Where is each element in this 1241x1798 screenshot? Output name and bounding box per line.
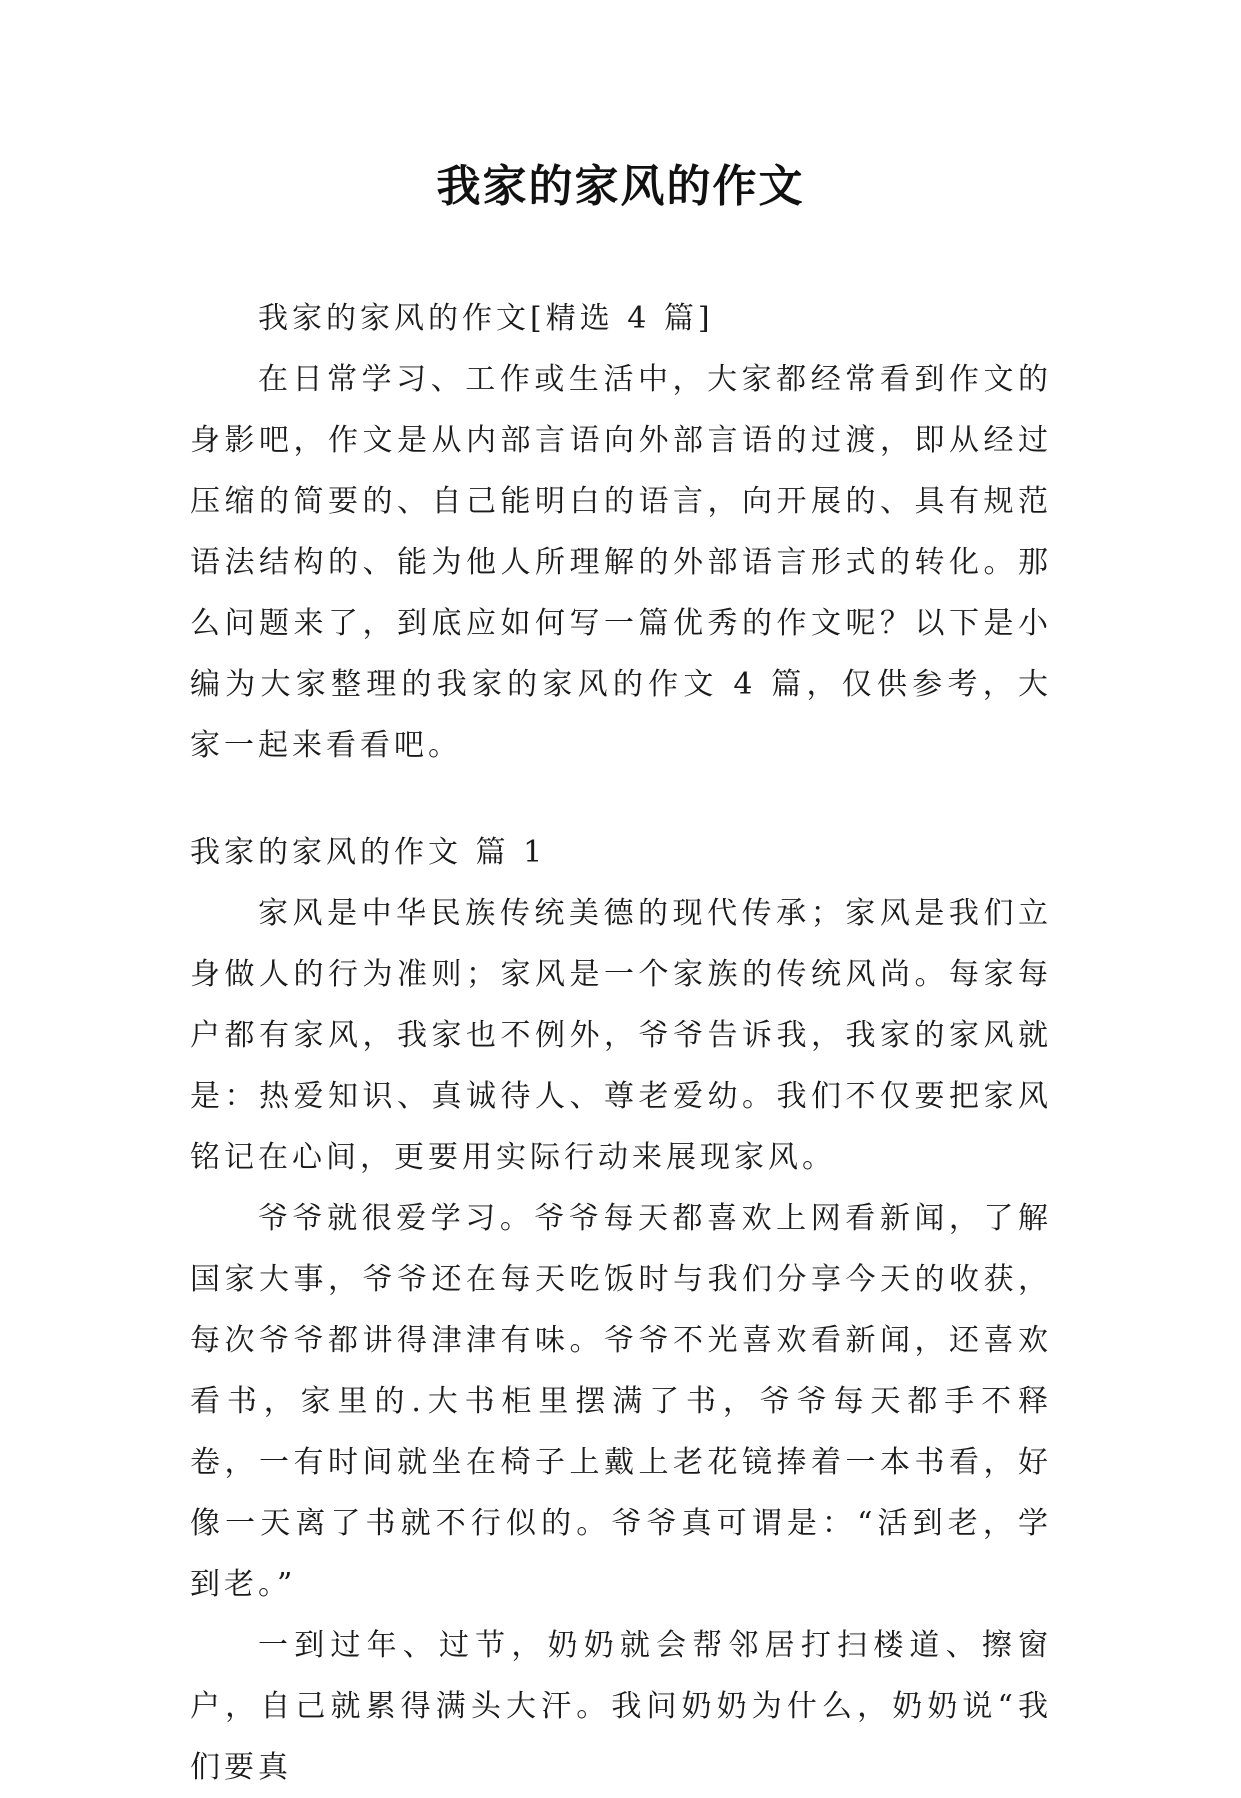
document-body	[190, 288, 1052, 1798]
paragraph: 家风是中华民族传统美德的现代传承；家风是我们立身做人的行为准则；家风是一个家族的传统风尚。每家每户都有家风，我家也不例外，爷爷告诉我，我家的家风就是：热爱知识、真诚待人、尊老爱幼。我们不仅要把家风铭记在心间，更要用实际行动来展现家风。	[190, 896, 1052, 1175]
paragraph: 爷爷就很爱学习。爷爷每天都喜欢上网看新闻，了解国家大事，爷爷还在每天吃饭时与我们分享今天的收获，每次爷爷都讲得津津有味。爷爷不光喜欢看新闻，还喜欢看书，家里的.大书柜里摆满了书，爷爷每天都手不释卷，一有时间就坐在椅子上戴上老花镜捧着一本书看，好像一天离了书就不行似的。爷爷真可谓是：“活到老，学到老。”	[190, 1201, 1052, 1602]
document-subtitle: 我家的家风的作文[精选 4 篇]	[258, 301, 714, 336]
intro-paragraph: 在日常学习、工作或生活中，大家都经常看到作文的身影吧，作文是从内部言语向外部言语的过渡，即从经过压缩的简要的、自己能明白的语言，向开展的、具有规范语法结构的、能为他人所理解的外部语言形式的转化。那么问题来了，到底应如何写一篇优秀的作文呢？以下是小编为大家整理的我家的家风的作文 4 篇，仅供参考，大家一起来看看吧。	[190, 362, 1052, 763]
section-heading: 我家的家风的作文 篇 1	[190, 835, 547, 870]
document-title: 我家的家风的作文	[436, 161, 805, 212]
paragraph: 一到过年、过节，奶奶就会帮邻居打扫楼道、擦窗户，自己就累得满头大汗。我问奶奶为什么，奶奶说“我们要真	[190, 1628, 1052, 1785]
